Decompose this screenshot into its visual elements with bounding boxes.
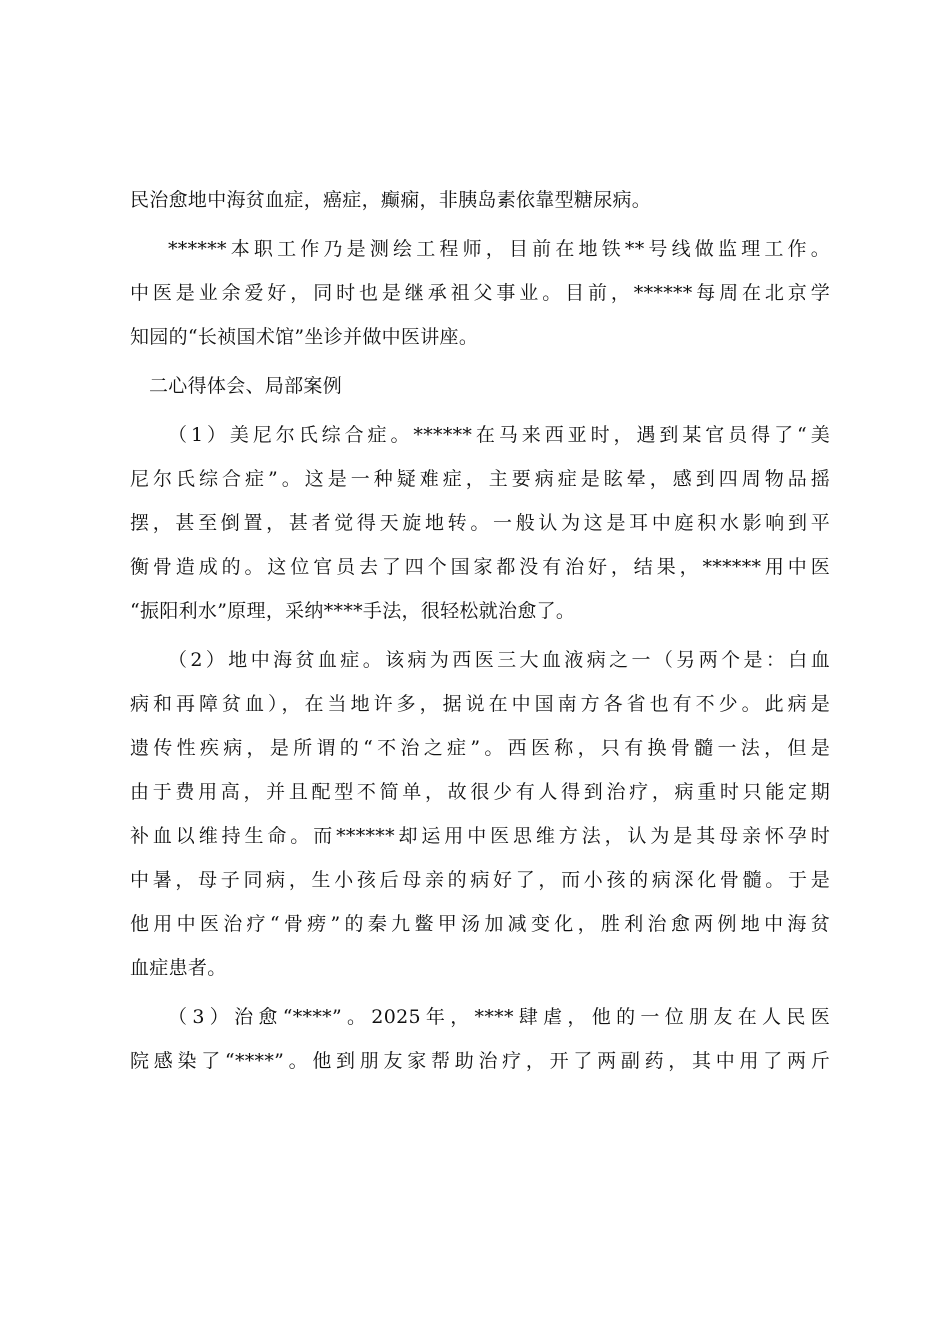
text-line: 他用中医治疗“骨痨”的秦九鳖甲汤加减变化，胜利治愈两例地中海贫 <box>130 913 830 935</box>
paragraph-case-3 <box>130 995 830 1083</box>
text-line: （3）治愈“****”。2025年，****肆虐，他的一位朋友在人民医 <box>168 1006 830 1028</box>
heading-text: 二心得体会、局部案例 <box>149 375 343 397</box>
text-line: 衡骨造成的。这位官员去了四个国家都没有治好，结果，******用中医 <box>130 556 830 578</box>
text-line: ******本职工作乃是测绘工程师，目前在地铁**号线做监理工作。 <box>168 238 830 260</box>
text-line: 知园的“长祯国术馆”坐诊并做中医讲座。 <box>130 326 479 348</box>
text-line: （1）美尼尔氏综合症。******在马来西亚时，遇到某官员得了“美 <box>168 424 830 446</box>
paragraph-2 <box>130 227 830 359</box>
text-line: （2）地中海贫血症。该病为西医三大血液病之一（另两个是：白血 <box>168 649 830 671</box>
text-line: 尼尔氏综合症”。这是一种疑难症，主要病症是眩晕，感到四周物品摇 <box>130 468 830 490</box>
text-line: 补血以维持生命。而******却运用中医思维方法，认为是其母亲怀孕时 <box>130 825 830 847</box>
text-line: 摆，甚至倒置，甚者觉得天旋地转。一般认为这是耳中庭积水影响到平 <box>130 512 830 534</box>
text-line: 病和再障贫血），在当地许多，据说在中国南方各省也有不少。此病是 <box>130 693 830 715</box>
text-line: 由于费用高，并且配型不简单，故很少有人得到治疗，病重时只能定期 <box>130 781 830 803</box>
text-line: 院感染了“****”。他到朋友家帮助治疗，开了两副药，其中用了两斤 <box>130 1050 830 1072</box>
document-body <box>130 178 830 1088</box>
paragraph-case-1 <box>130 413 830 633</box>
text-line: “振阳利水”原理，采纳****手法，很轻松就治愈了。 <box>130 600 576 622</box>
text-line: 遗传性疾病，是所谓的“不治之症”。西医称，只有换骨髓一法，但是 <box>130 737 830 759</box>
paragraph-1 <box>130 178 830 222</box>
section-heading <box>130 364 830 408</box>
text-line: 中暑，母子同病，生小孩后母亲的病好了，而小孩的病深化骨髓。于是 <box>130 869 830 891</box>
text-line: 血症患者。 <box>130 957 227 979</box>
paragraph-case-2 <box>130 638 830 990</box>
text-line: 民治愈地中海贫血症，癌症，癫痫，非胰岛素依靠型糖尿病。 <box>130 189 652 211</box>
text-line: 中医是业余爱好，同时也是继承祖父事业。目前，******每周在北京学 <box>130 282 830 304</box>
